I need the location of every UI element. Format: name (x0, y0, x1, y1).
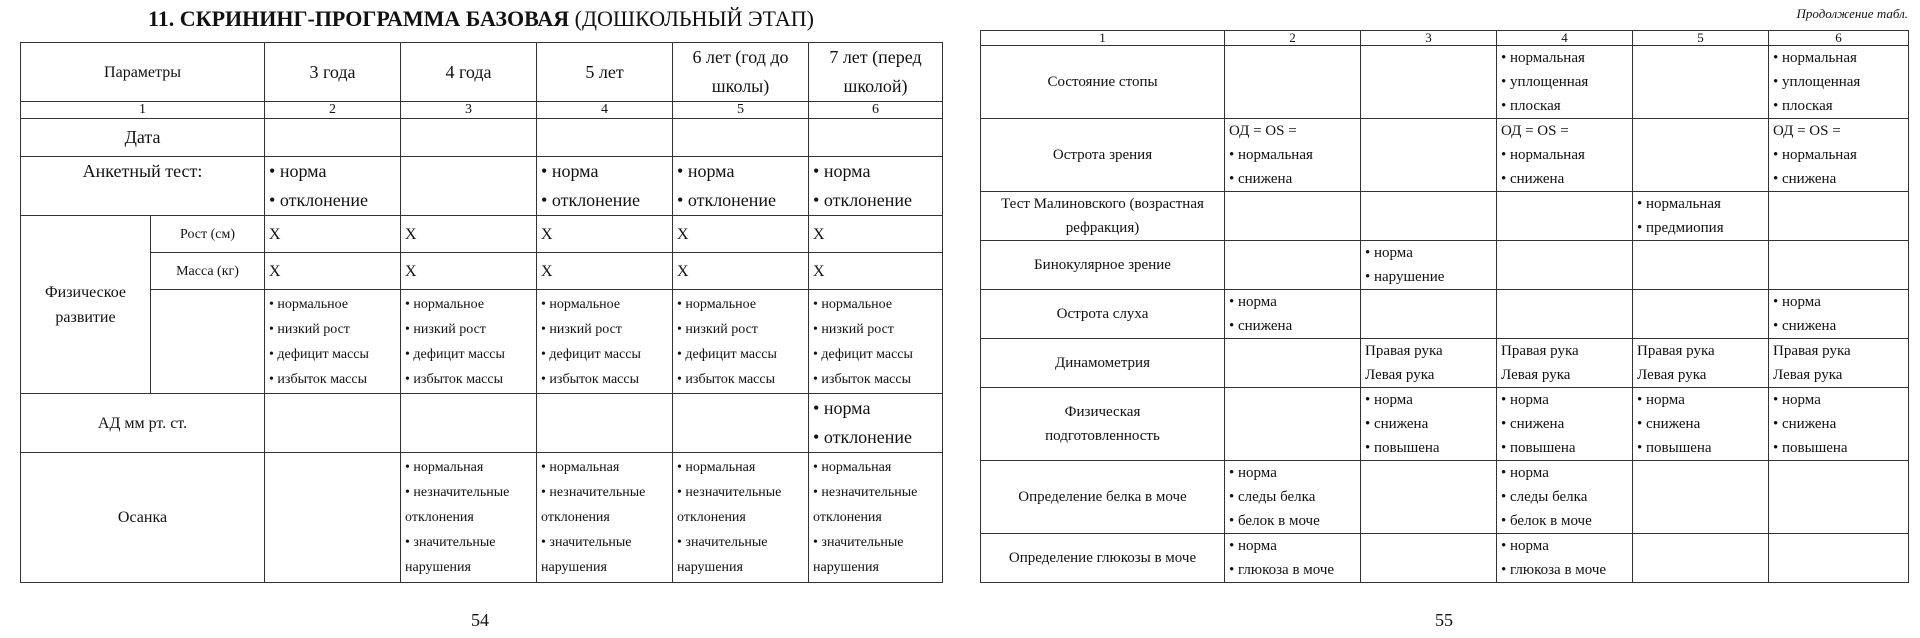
row-label-mass: Масса (кг) (151, 253, 265, 290)
header-age-6: 6 лет (год до школы) (673, 43, 809, 102)
empty-cell (1225, 388, 1361, 461)
empty-cell (1361, 461, 1497, 534)
empty-cell (1497, 290, 1633, 339)
row-label-posture: Осанка (21, 453, 265, 583)
empty-cell (1225, 241, 1361, 290)
col-number: 1 (981, 31, 1225, 46)
glucose-options: • норма • глюкоза в моче (1225, 534, 1361, 583)
empty-cell (1633, 241, 1769, 290)
empty-cell (1633, 461, 1769, 534)
row-label-hearing: Острота слуха (981, 290, 1225, 339)
dynamometry-options: Правая рука Левая рука (1633, 339, 1769, 388)
page-number: 55 (1435, 610, 1453, 630)
header-age-4: 4 года (401, 43, 537, 102)
col-number: 1 (21, 102, 265, 119)
anketa-options: • норма • отклонение (673, 157, 809, 216)
empty-cell (1497, 241, 1633, 290)
date-cell (537, 119, 673, 157)
posture-options: • нормальная • незначительные отклонения • значительные нарушения (401, 453, 537, 583)
row-malinovsky (981, 192, 1909, 241)
row-foot (981, 46, 1909, 119)
empty-cell (1633, 290, 1769, 339)
date-cell (809, 119, 943, 157)
phys-options: • нормальное • низкий рост • дефицит массы • избыток массы (673, 290, 809, 394)
empty-cell (537, 394, 673, 453)
date-cell (401, 119, 537, 157)
posture-options: • нормальная • незначительные отклонения • значительные нарушения (537, 453, 673, 583)
foot-options: • нормальная • уплощенная • плоская (1497, 46, 1633, 119)
row-label-glucose: Определение глюкозы в моче (981, 534, 1225, 583)
row-protein (981, 461, 1909, 534)
screening-table-continued (980, 30, 1909, 583)
x-mark: X (265, 216, 401, 253)
row-height (21, 216, 943, 253)
vision-options: ОД = OS = • нормальная • снижена (1769, 119, 1909, 192)
fitness-options: • норма • снижена • повышена (1769, 388, 1909, 461)
row-fitness (981, 388, 1909, 461)
x-mark: X (537, 216, 673, 253)
empty-cell (1633, 46, 1769, 119)
row-binocular (981, 241, 1909, 290)
row-label-foot: Состояние стопы (981, 46, 1225, 119)
empty-cell (1361, 119, 1497, 192)
header-age-5: 5 лет (537, 43, 673, 102)
posture-options: • нормальная • незначительные отклонения • значительные нарушения (809, 453, 943, 583)
continuation-label: Продолжение табл. (1796, 6, 1908, 21)
column-number-row (981, 31, 1909, 46)
posture-options: • нормальная • незначительные отклонения • значительные нарушения (673, 453, 809, 583)
empty-cell (1769, 241, 1909, 290)
binocular-options: • норма • нарушение (1361, 241, 1497, 290)
empty-cell (1225, 46, 1361, 119)
anketa-options: • норма • отклонение (537, 157, 673, 216)
phys-options: • нормальное • низкий рост • дефицит массы • избыток массы (537, 290, 673, 394)
empty-cell (1769, 461, 1909, 534)
row-vision (981, 119, 1909, 192)
protein-options: • норма • следы белка • белок в моче (1225, 461, 1361, 534)
date-cell (673, 119, 809, 157)
phys-options: • нормальное • низкий рост • дефицит массы • избыток массы (401, 290, 537, 394)
screening-table (20, 42, 943, 583)
empty-cell (265, 453, 401, 583)
col-number: 4 (537, 102, 673, 119)
empty-cell (1225, 192, 1361, 241)
malinovsky-options: • нормальная • предмиопия (1633, 192, 1769, 241)
empty-cell (1361, 290, 1497, 339)
x-mark: X (537, 253, 673, 290)
row-phys-options (21, 290, 943, 394)
col-number: 2 (265, 102, 401, 119)
col-number: 5 (673, 102, 809, 119)
empty-cell (1361, 534, 1497, 583)
x-mark: X (809, 253, 943, 290)
empty-cell (1361, 46, 1497, 119)
dynamometry-options: Правая рука Левая рука (1497, 339, 1633, 388)
hearing-options: • норма • снижена (1769, 290, 1909, 339)
dynamometry-options: Правая рука Левая рука (1769, 339, 1909, 388)
anketa-options: • норма • отклонение (809, 157, 943, 216)
row-date (21, 119, 943, 157)
col-number: 6 (1769, 31, 1909, 46)
x-mark: X (401, 216, 537, 253)
col-number: 2 (1225, 31, 1361, 46)
protein-options: • норма • следы белка • белок в моче (1497, 461, 1633, 534)
row-mass (21, 253, 943, 290)
vision-options: ОД = OS = • нормальная • снижена (1497, 119, 1633, 192)
row-label-date: Дата (21, 119, 265, 157)
row-label-binocular: Бинокулярное зрение (981, 241, 1225, 290)
empty-cell (1633, 119, 1769, 192)
column-number-row (21, 102, 943, 119)
fitness-options: • норма • снижена • повышена (1497, 388, 1633, 461)
row-label-vision: Острота зрения (981, 119, 1225, 192)
row-glucose (981, 534, 1909, 583)
vision-options: ОД = OS = • нормальная • снижена (1225, 119, 1361, 192)
empty-cell (1769, 192, 1909, 241)
date-cell (265, 119, 401, 157)
empty-cell (151, 290, 265, 394)
phys-options: • нормальное • низкий рост • дефицит массы • избыток массы (265, 290, 401, 394)
row-label-height: Рост (см) (151, 216, 265, 253)
empty-cell (265, 394, 401, 453)
fitness-options: • норма • снижена • повышена (1361, 388, 1497, 461)
phys-options: • нормальное • низкий рост • дефицит массы • избыток массы (809, 290, 943, 394)
empty-cell (1497, 192, 1633, 241)
row-label-ad: АД мм рт. ст. (21, 394, 265, 453)
group-physical-development: Физическое развитие (21, 216, 151, 394)
x-mark: X (673, 216, 809, 253)
row-ad (21, 394, 943, 453)
col-number: 4 (1497, 31, 1633, 46)
col-number: 3 (1361, 31, 1497, 46)
x-mark: X (401, 253, 537, 290)
x-mark: X (265, 253, 401, 290)
row-dynamometry (981, 339, 1909, 388)
header-row (21, 43, 943, 102)
row-anketa (21, 157, 943, 216)
dynamometry-options: Правая рука Левая рука (1361, 339, 1497, 388)
glucose-options: • норма • глюкоза в моче (1497, 534, 1633, 583)
foot-options: • нормальная • уплощенная • плоская (1769, 46, 1909, 119)
anketa-options: • норма • отклонение (265, 157, 401, 216)
row-hearing (981, 290, 1909, 339)
row-label-fitness: Физическая подготовленность (981, 388, 1225, 461)
empty-cell (1769, 534, 1909, 583)
page-number: 54 (471, 610, 489, 630)
hearing-options: • норма • снижена (1225, 290, 1361, 339)
row-label-malinovsky: Тест Малиновского (возрастная рефракция) (981, 192, 1225, 241)
empty-cell (1633, 534, 1769, 583)
row-posture (21, 453, 943, 583)
x-mark: X (809, 216, 943, 253)
ad-options: • норма • отклонение (809, 394, 943, 453)
empty-cell (401, 394, 537, 453)
empty-cell (1361, 192, 1497, 241)
x-mark: X (673, 253, 809, 290)
header-age-3: 3 года (265, 43, 401, 102)
col-number: 6 (809, 102, 943, 119)
header-params: Параметры (21, 43, 265, 102)
row-label-protein: Определение белка в моче (981, 461, 1225, 534)
col-number: 5 (1633, 31, 1769, 46)
page-title: 11. СКРИНИНГ-ПРОГРАММА БАЗОВАЯ (ДОШКОЛЬНЫЙ ЭТАП) (147, 6, 814, 31)
anketa-empty (401, 157, 537, 216)
row-label-anketa: Анкетный тест: (21, 157, 265, 216)
fitness-options: • норма • снижена • повышена (1633, 388, 1769, 461)
row-label-dynamometry: Динамометрия (981, 339, 1225, 388)
empty-cell (1225, 339, 1361, 388)
empty-cell (673, 394, 809, 453)
header-age-7: 7 лет (перед школой) (809, 43, 943, 102)
col-number: 3 (401, 102, 537, 119)
